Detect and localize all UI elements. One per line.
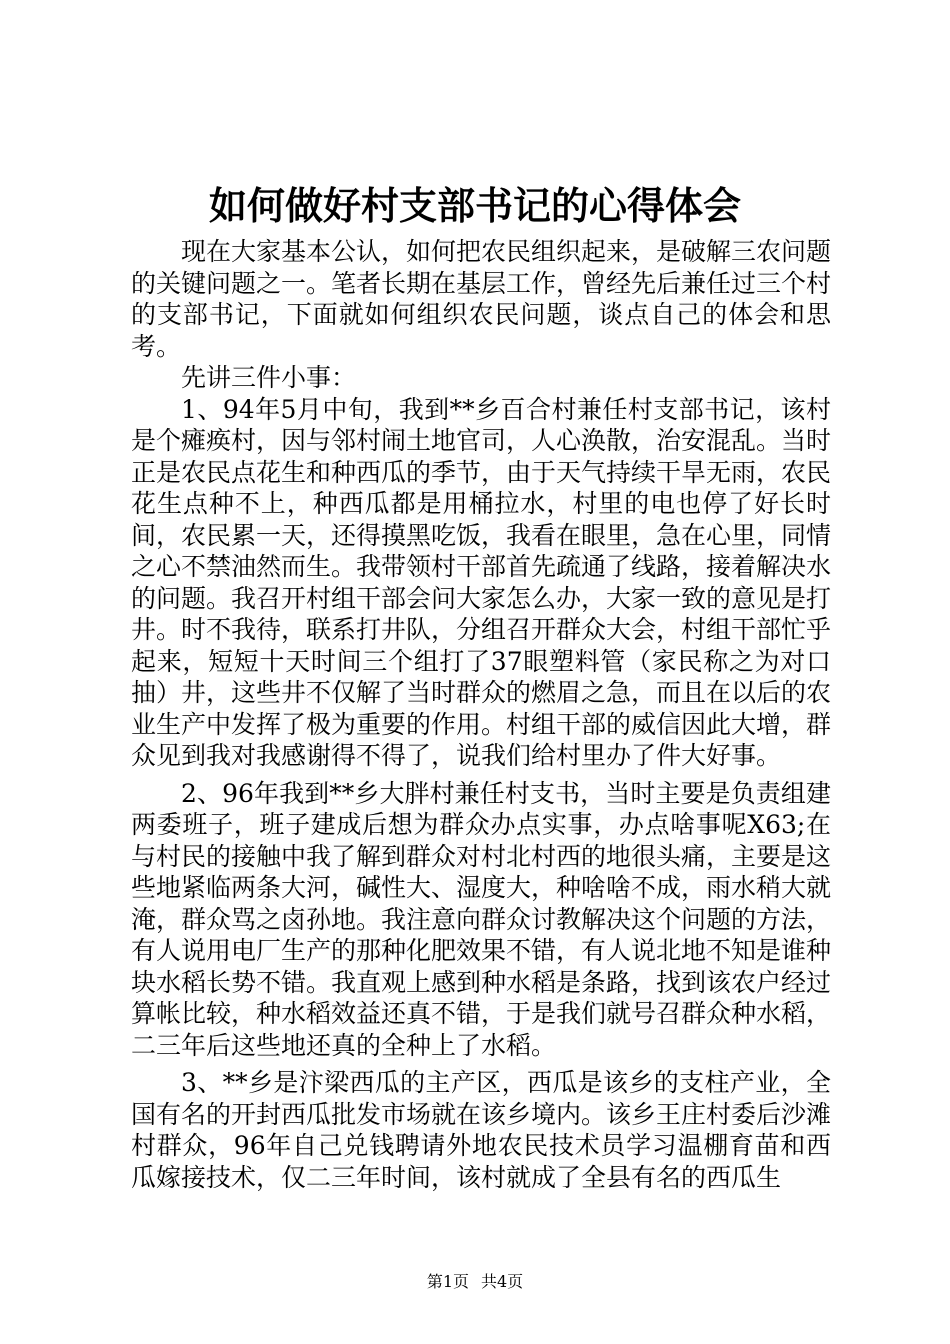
paragraph-story-2: 2、96年我到**乡大胖村兼任村支书，当时主要是负责组建两委班子，班子建成后想为群众办点实事，办点啥事呢X63;在与村民的接触中我了解到群众对村北村西的地很头痛，主要是这些地紧临两条大河，碱性大、湿度大，种啥啥不成，雨水稍大就淹，群众骂之卤孙地。我注意向群众讨教解决这个问题的方法，有人说用电厂生产的那种化肥效果不错，有人说北地不知是谁种块水稻长势不错。我直观上感到种水稻是条路，找到该农户经过算帐比较，种水稻效益还真不错，于是我们就号召群众种水稻，二三年后这些地还真的全种上了水稻。 xyxy=(131,778,832,1060)
page-number-total: 共4页 xyxy=(481,1272,524,1291)
paragraph-story-3: 3、**乡是汴梁西瓜的主产区，西瓜是该乡的支柱产业，全国有名的开封西瓜批发市场就在该乡境内。该乡王庄村委后沙滩村群众，96年自己兑钱聘请外地农民技术员学习温棚育苗和西瓜嫁接技术，仅二三年时间，该村就成了全县有名的西瓜生 xyxy=(131,1068,832,1192)
page-number-current: 第1页 xyxy=(426,1272,469,1291)
page-footer xyxy=(0,1272,950,1292)
page-title: 如何做好村支部书记的心得体会 xyxy=(208,183,741,228)
paragraph-story-1: 1、94年5月中旬，我到**乡百合村兼任村支部书记，该村是个瘫痪村，因与邻村闹土地官司，人心涣散，治安混乱。当时正是农民点花生和种西瓜的季节，由于天气持续干旱无雨，农民花生点种不上，种西瓜都是用桶拉水，村里的电也停了好长时间，农民累一天，还得摸黑吃饭，我看在眼里，急在心里，同情之心不禁油然而生。我带领村干部首先疏通了线路，接着解决水的问题。我召开村组干部会问大家怎么办，大家一致的意见是打井。时不我待，联系打井队，分组召开群众大会，村组干部忙乎起来，短短十天时间三个组打了37眼塑料管（家民称之为对口抽）井，这些井不仅解了当时群众的燃眉之急，而且在以后的农业生产中发挥了极为重要的作用。村组干部的威信因此大增，群众见到我对我感谢得不得了，说我们给村里办了件大好事。 xyxy=(131,394,832,770)
document-body xyxy=(131,236,831,1193)
paragraph-lead: 先讲三件小事： xyxy=(181,363,357,392)
paragraph-intro: 现在大家基本公认，如何把农民组织起来，是破解三农问题的关键问题之一。笔者长期在基层工作，曾经先后兼任过三个村的支部书记，下面就如何组织农民问题，谈点自己的体会和思考。 xyxy=(131,237,832,361)
